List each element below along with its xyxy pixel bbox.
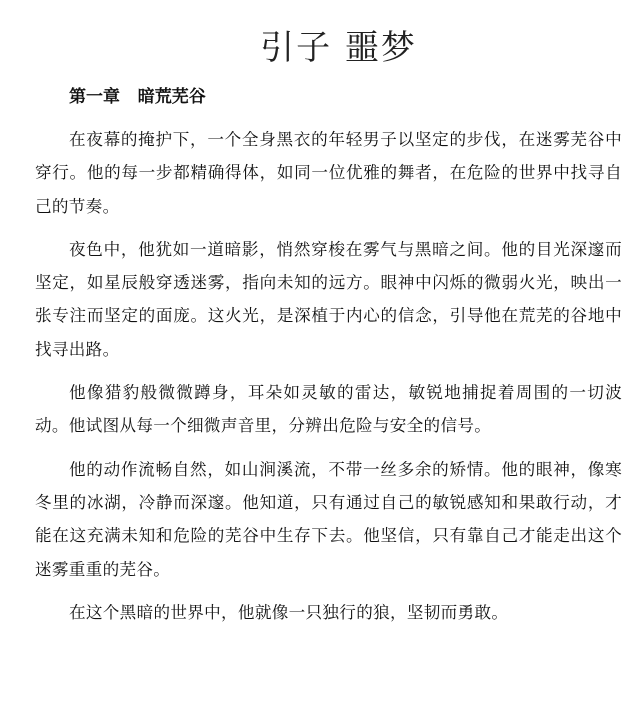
document-title: 引子 噩梦: [260, 28, 417, 68]
paragraph-1: 在夜幕的掩护下，一个全身黑衣的年轻男子以坚定的步伐，在迷雾芜谷中穿行。他的每一步都精确得体，如同一位优雅的舞者，在危险的世界中找寻自己的节奏。: [35, 130, 622, 216]
paragraph-3: 他像猎豹般微微蹲身，耳朵如灵敏的雷达，敏锐地捕捉着周围的一切波动。他试图从每一个细微声音里，分辨出危险与安全的信号。: [35, 383, 622, 436]
paragraph-5: 在这个黑暗的世界中，他就像一只独行的狼，坚韧而勇敢。: [69, 602, 509, 622]
chapter-heading: 第一章 暗荒芜谷: [69, 87, 206, 107]
paragraph-4: 他的动作流畅自然，如山涧溪流，不带一丝多余的矫情。他的眼神，像寒冬里的冰湖，冷静而深邃。他知道，只有通过自己的敏锐感知和果敢行动，才能在这充满未知和危险的芜谷中生存下去。他坚信，只有靠自己才能走出这个迷雾重重的芜谷。: [35, 459, 622, 579]
paragraph-2: 夜色中，他犹如一道暗影，悄然穿梭在雾气与黑暗之间。他的目光深邃而坚定，如星辰般穿透迷雾，指向未知的远方。眼神中闪烁的微弱火光，映出一张专注而坚定的面庞。这火光，是深植于内心的信念，引导他在荒芜的谷地中找寻出路。: [35, 239, 622, 359]
